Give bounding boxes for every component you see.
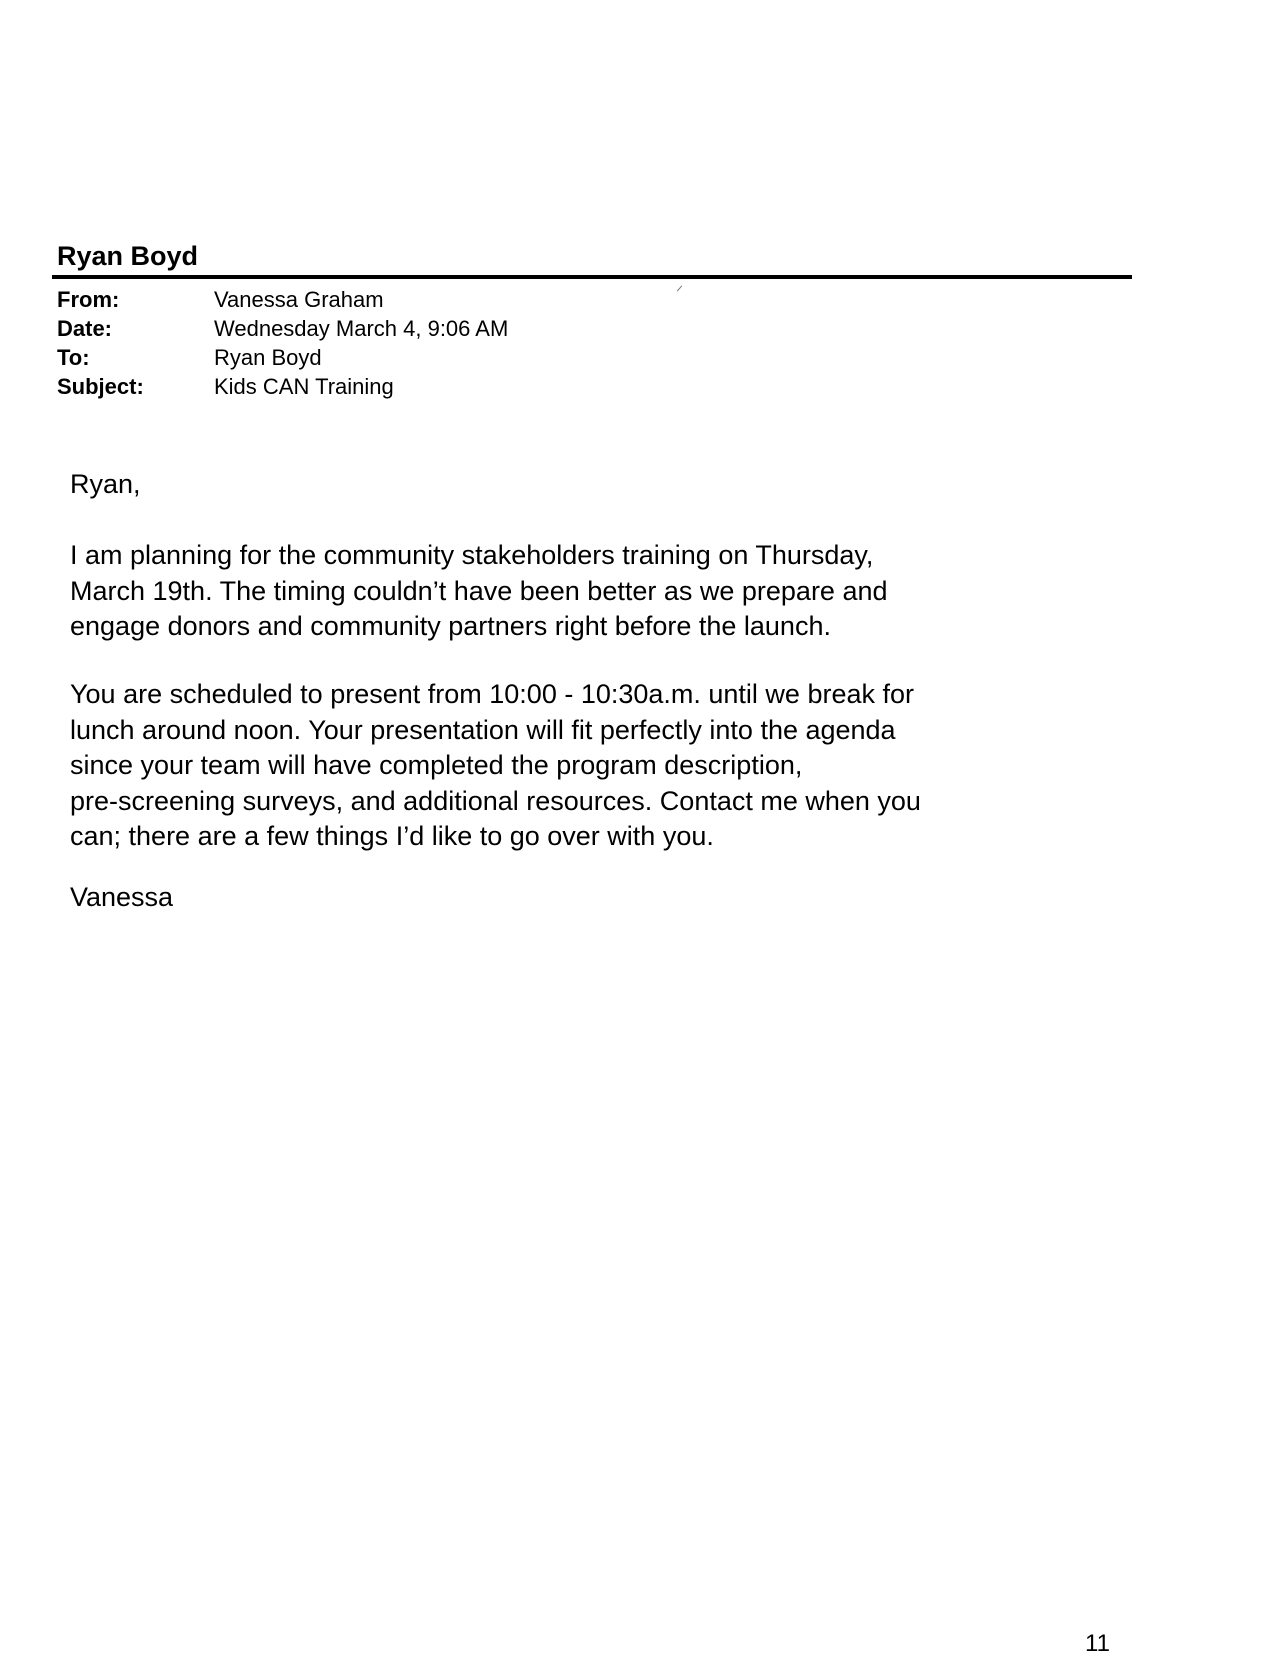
to-value: Ryan Boyd [214,344,322,370]
to-label: To: [57,344,90,370]
paragraph-line: lunch around noon. Your presentation will fit perfectly into the agenda [70,714,896,745]
header-divider [52,275,1132,279]
paragraph-line: March 19th. The timing couldn’t have been better as we prepare and [70,575,888,606]
email-signoff: Vanessa [70,882,174,912]
paragraph-line: can; there are a few things I’d like to go over with you. [70,821,714,851]
page-number: 11 [1085,1630,1110,1657]
email-paragraph-1 [70,538,1070,645]
subject-value: Kids CAN Training [214,373,394,399]
paragraph-line: pre-screening surveys, and additional resources. Contact me when you [70,785,921,816]
mailbox-owner-name: Ryan Boyd [57,241,199,271]
email-paragraph-2 [70,677,1070,855]
from-row [57,285,757,314]
paragraph-line: since your team will have completed the program description, [70,750,803,780]
subject-row [57,372,757,401]
date-value: Wednesday March 4, 9:06 AM [214,315,509,341]
paragraph-line: engage donors and community partners right before the launch. [70,611,831,641]
date-label: Date: [57,315,113,341]
from-label: From: [57,286,120,312]
email-header-fields [57,285,757,401]
email-greeting: Ryan, [70,469,141,499]
paragraph-line: I am planning for the community stakeholders training on Thursday, [70,540,874,570]
from-value: Vanessa Graham [214,286,384,312]
subject-label: Subject: [57,373,144,399]
paragraph-line: You are scheduled to present from 10:00 - 10:30a.m. until we break for [70,679,915,709]
to-row [57,343,757,372]
date-row [57,314,757,343]
